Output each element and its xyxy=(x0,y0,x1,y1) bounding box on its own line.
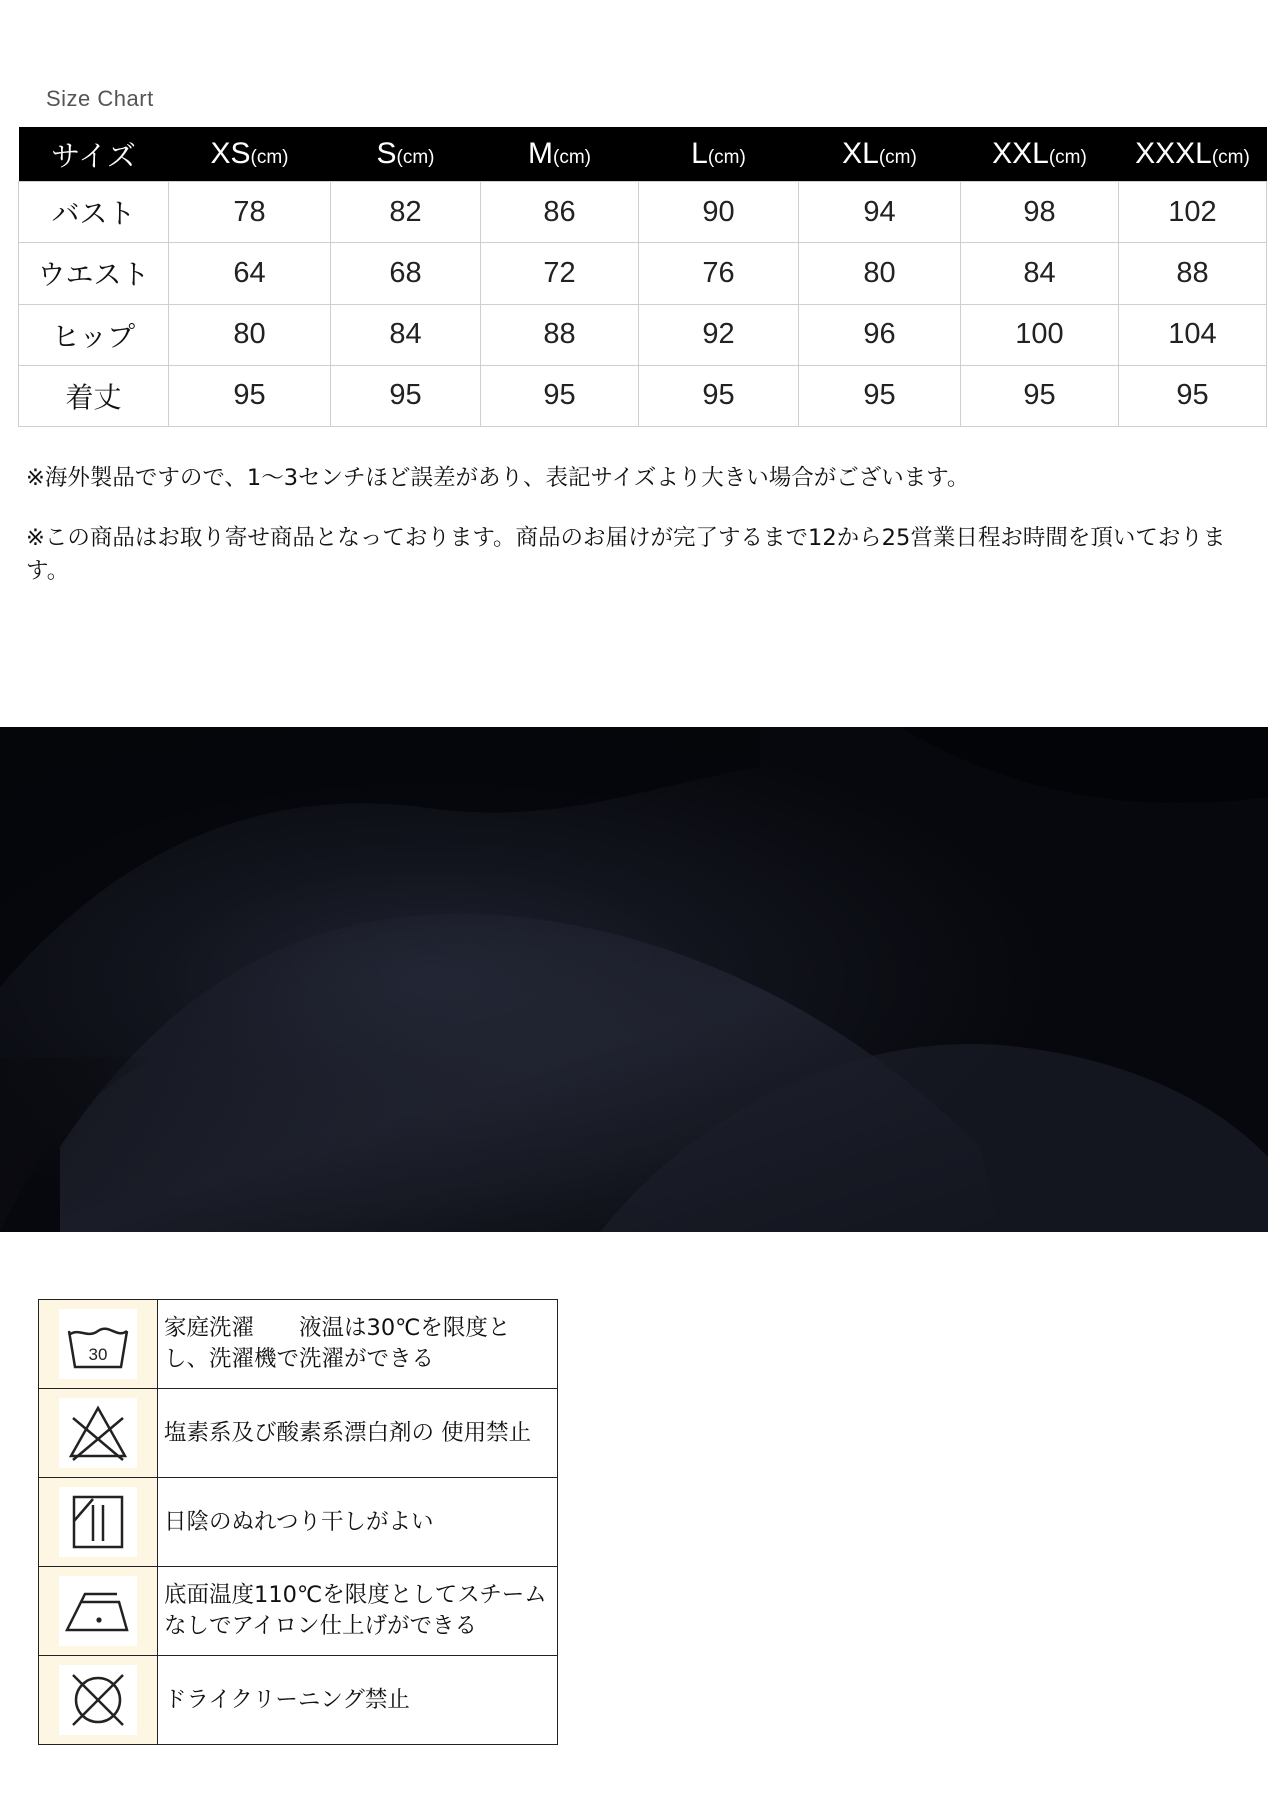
wash-30-icon xyxy=(59,1309,137,1379)
table-cell: 95 xyxy=(169,365,331,426)
table-cell: 95 xyxy=(481,365,639,426)
size-header-l: L(cm) xyxy=(639,127,799,182)
table-cell: 80 xyxy=(799,243,961,304)
size-row-bust xyxy=(19,182,1267,243)
fabric-folds xyxy=(0,727,1268,1232)
fabric-photo xyxy=(0,727,1268,1232)
table-cell: 102 xyxy=(1119,182,1267,243)
table-cell: 95 xyxy=(639,365,799,426)
table-cell: 84 xyxy=(331,304,481,365)
table-cell: 98 xyxy=(961,182,1119,243)
size-row-hip xyxy=(19,304,1267,365)
table-cell: 78 xyxy=(169,182,331,243)
size-table xyxy=(18,127,1267,427)
table-cell: 96 xyxy=(799,304,961,365)
table-cell: 64 xyxy=(169,243,331,304)
table-cell: 95 xyxy=(799,365,961,426)
size-header-xxl: XXL(cm) xyxy=(961,127,1119,182)
care-text-dry: 日陰のぬれつり干しがよい xyxy=(158,1478,558,1567)
table-cell: 84 xyxy=(961,243,1119,304)
row-label-hip: ヒップ xyxy=(19,304,169,365)
shade-drip-dry-icon xyxy=(59,1487,137,1557)
table-cell: 95 xyxy=(331,365,481,426)
table-cell: 88 xyxy=(481,304,639,365)
table-cell: 76 xyxy=(639,243,799,304)
table-cell: 68 xyxy=(331,243,481,304)
table-cell: 82 xyxy=(331,182,481,243)
care-row-dry xyxy=(39,1478,558,1567)
care-text-iron: 底面温度110℃を限度としてスチームなしでアイロン仕上げができる xyxy=(158,1567,558,1656)
table-cell: 100 xyxy=(961,304,1119,365)
table-cell: 72 xyxy=(481,243,639,304)
table-cell: 92 xyxy=(639,304,799,365)
table-cell: 80 xyxy=(169,304,331,365)
size-row-length xyxy=(19,365,1267,426)
no-bleach-icon xyxy=(59,1398,137,1468)
care-row-iron xyxy=(39,1567,558,1656)
iron-low-icon xyxy=(59,1576,137,1646)
table-cell: 86 xyxy=(481,182,639,243)
care-table xyxy=(38,1299,558,1745)
size-row-waist xyxy=(19,243,1267,304)
size-header-row xyxy=(19,127,1267,182)
table-cell: 95 xyxy=(961,365,1119,426)
row-label-waist: ウエスト xyxy=(19,243,169,304)
row-label-length: 着丈 xyxy=(19,365,169,426)
care-row-wash xyxy=(39,1300,558,1389)
care-text-bleach: 塩素系及び酸素系漂白剤の 使用禁止 xyxy=(158,1389,558,1478)
table-cell: 94 xyxy=(799,182,961,243)
size-header-s: S(cm) xyxy=(331,127,481,182)
care-row-dryclean xyxy=(39,1656,558,1745)
size-header-xl: XL(cm) xyxy=(799,127,961,182)
table-cell: 104 xyxy=(1119,304,1267,365)
size-chart-title: Size Chart xyxy=(46,86,154,111)
care-row-bleach xyxy=(39,1389,558,1478)
care-text-wash: 家庭洗濯 液温は30℃を限度とし、洗濯機で洗濯ができる xyxy=(158,1300,558,1389)
row-label-bust: バスト xyxy=(19,182,169,243)
size-header-m: M(cm) xyxy=(481,127,639,182)
note-delivery-time: ※この商品はお取り寄せ商品となっております。商品のお届けが完了するまで12から25営業日程お時間を頂いております。 xyxy=(26,525,1226,584)
size-header-xs: XS(cm) xyxy=(169,127,331,182)
table-cell: 88 xyxy=(1119,243,1267,304)
size-header-xxxl: XXXL(cm) xyxy=(1119,127,1267,182)
table-cell: 95 xyxy=(1119,365,1267,426)
table-cell: 90 xyxy=(639,182,799,243)
care-text-dryclean: ドライクリーニング禁止 xyxy=(158,1656,558,1745)
note-size-tolerance: ※海外製品ですので、1～3センチほど誤差があり、表記サイズより大きい場合がございます。 xyxy=(26,465,970,491)
svg-text:30: 30 xyxy=(88,1345,108,1364)
size-header-label: サイズ xyxy=(19,127,169,182)
no-dry-clean-icon xyxy=(59,1665,137,1735)
